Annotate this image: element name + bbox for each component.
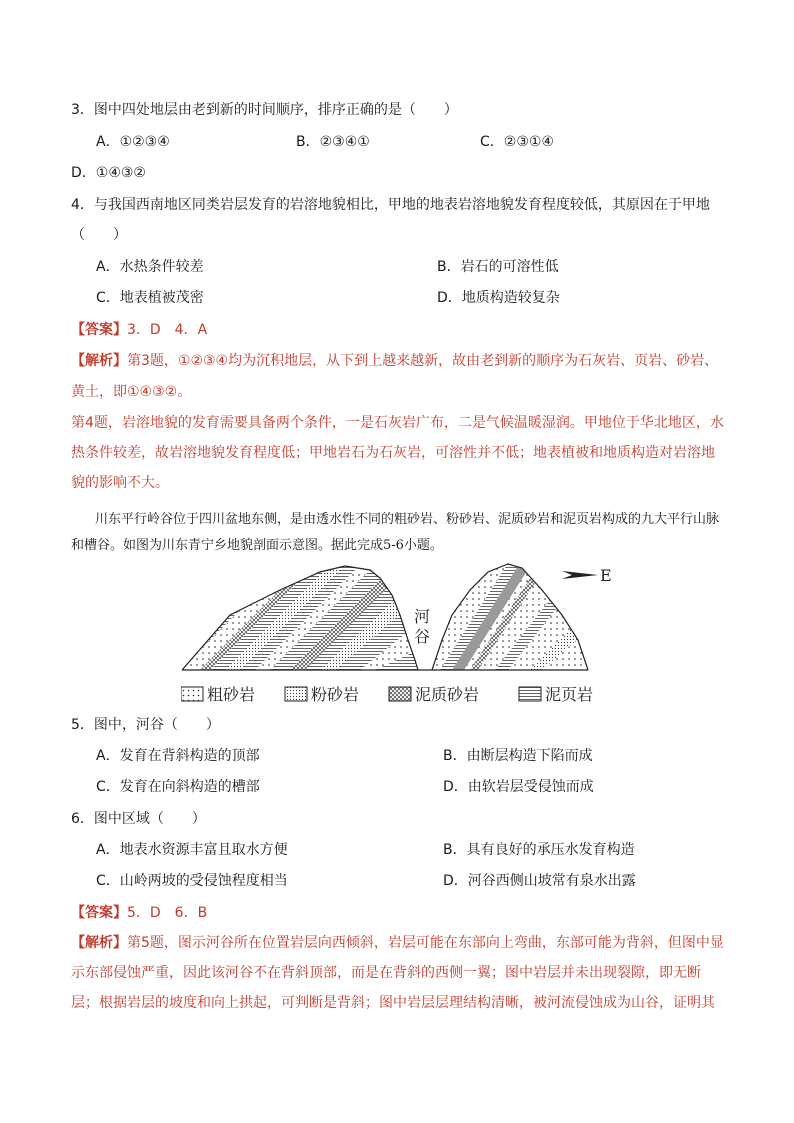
direction-label: E [600, 566, 612, 585]
q4-paren: （ ） [71, 227, 127, 243]
q3-option-a[interactable]: A．①②③④ [96, 134, 170, 150]
q4-option-a[interactable]: A．水热条件较差 [96, 259, 204, 275]
left-mountain [170, 560, 430, 680]
legend-swatch-coarse [181, 687, 203, 701]
analysis-1-para2: 第4题，岩溶地貌的发育需要具备两个条件，一是石灰岩广布，二是气候温暖湿润。甲地位于华北地区，水热条件较差，故岩溶地貌发育程度低；甲地岩石为石灰岩，可溶性并不低；地表植被和地质构造对岩溶地貌的影响不大。 [71, 415, 724, 491]
answer-text: 5．D 6．B [127, 905, 208, 921]
q5-option-d[interactable]: D．由软岩层受侵蚀而成 [443, 779, 594, 795]
analysis-tag: 【解析】 [71, 935, 127, 951]
answer-text: 3．D 4．A [127, 322, 208, 338]
answer-tag: 【答案】 [71, 905, 127, 921]
q6-option-d[interactable]: D．河谷西侧山坡常有泉水出露 [443, 873, 636, 889]
analysis-2-text: 第5题，图示河谷所在位置岩层向西倾斜，岩层可能在东部向上弯曲，东部可能为背斜，但图中显示东部侵蚀严重，因此该河谷不在背斜顶部，而是在背斜的西侧一翼；图中岩层并未出现裂隙，即无断层；根据岩层的坡度和向上拱起，可判断是背斜；图中岩层层理结构清晰，被河流侵蚀成为山谷，证明其 [71, 935, 724, 1011]
right-mountain [420, 560, 600, 680]
legend-label-shale: 泥页岩 [545, 685, 594, 704]
q6-option-a[interactable]: A．地表水资源丰富且取水方便 [96, 842, 288, 858]
q4-option-d[interactable]: D．地质构造较复杂 [437, 290, 560, 306]
legend-label-silt: 粉砂岩 [311, 685, 360, 704]
valley-label-1: 河 [414, 607, 431, 626]
q4-option-b[interactable]: B．岩石的可溶性低 [437, 259, 559, 275]
legend-label-coarse: 粗砂岩 [207, 685, 256, 704]
analysis-1-line2: 黄土，即①④③②。 [71, 384, 192, 400]
analysis-1-text: 第3题，①②③④均为沉积地层，从下到上越来越新，故由老到新的顺序为石灰岩、页岩、砂岩、 [127, 353, 719, 369]
answer-tag: 【答案】 [71, 322, 127, 338]
analysis-tag: 【解析】 [71, 353, 127, 369]
answer-2 [71, 904, 207, 922]
legend-swatch-silt [285, 687, 307, 701]
q4-option-c[interactable]: C．地表植被茂密 [96, 290, 204, 306]
valley-label-2: 谷 [414, 627, 431, 646]
direction-arrow [562, 566, 612, 585]
q3-option-b[interactable]: B．②③④① [296, 134, 370, 150]
q5-stem: 5．图中，河谷（ ） [71, 717, 220, 733]
legend-swatch-mud [389, 687, 411, 701]
legend-label-mud: 泥质砂岩 [415, 685, 480, 704]
q5-option-b[interactable]: B．由断层构造下陷而成 [443, 748, 593, 764]
q6-option-c[interactable]: C．山岭两坡的受侵蚀程度相当 [96, 873, 288, 889]
analysis-2 [71, 928, 727, 1018]
q3-option-d[interactable]: D．①④③② [71, 165, 146, 181]
answer-1 [71, 321, 207, 339]
q5-option-a[interactable]: A．发育在背斜构造的顶部 [96, 748, 260, 764]
q4-stem: 4．与我国西南地区同类岩层发育的岩溶地貌相比，甲地的地表岩溶地貌发育程度较低，其原因在于甲地 [71, 197, 710, 213]
q6-stem: 6．图中区域（ ） [71, 811, 206, 827]
q3-option-c[interactable]: C．②③①④ [480, 134, 554, 150]
q5-option-c[interactable]: C．发育在向斜构造的槽部 [96, 779, 260, 795]
analysis-1-line1 [71, 352, 718, 370]
figure-legend [181, 683, 611, 705]
q3-stem: 3．图中四处地层由老到新的时间顺序，排序正确的是（ ） [71, 102, 458, 118]
q6-option-b[interactable]: B．具有良好的承压水发育构造 [443, 842, 635, 858]
intro-passage: 川东平行岭谷位于四川盆地东侧，是由透水性不同的粗砂岩、粉砂岩、泥质砂岩和泥页岩构成的九大平行山脉和槽谷。如图为川东青宁乡地貌剖面示意图。据此完成5-6小题。 [71, 512, 720, 553]
legend-swatch-shale [519, 687, 541, 701]
